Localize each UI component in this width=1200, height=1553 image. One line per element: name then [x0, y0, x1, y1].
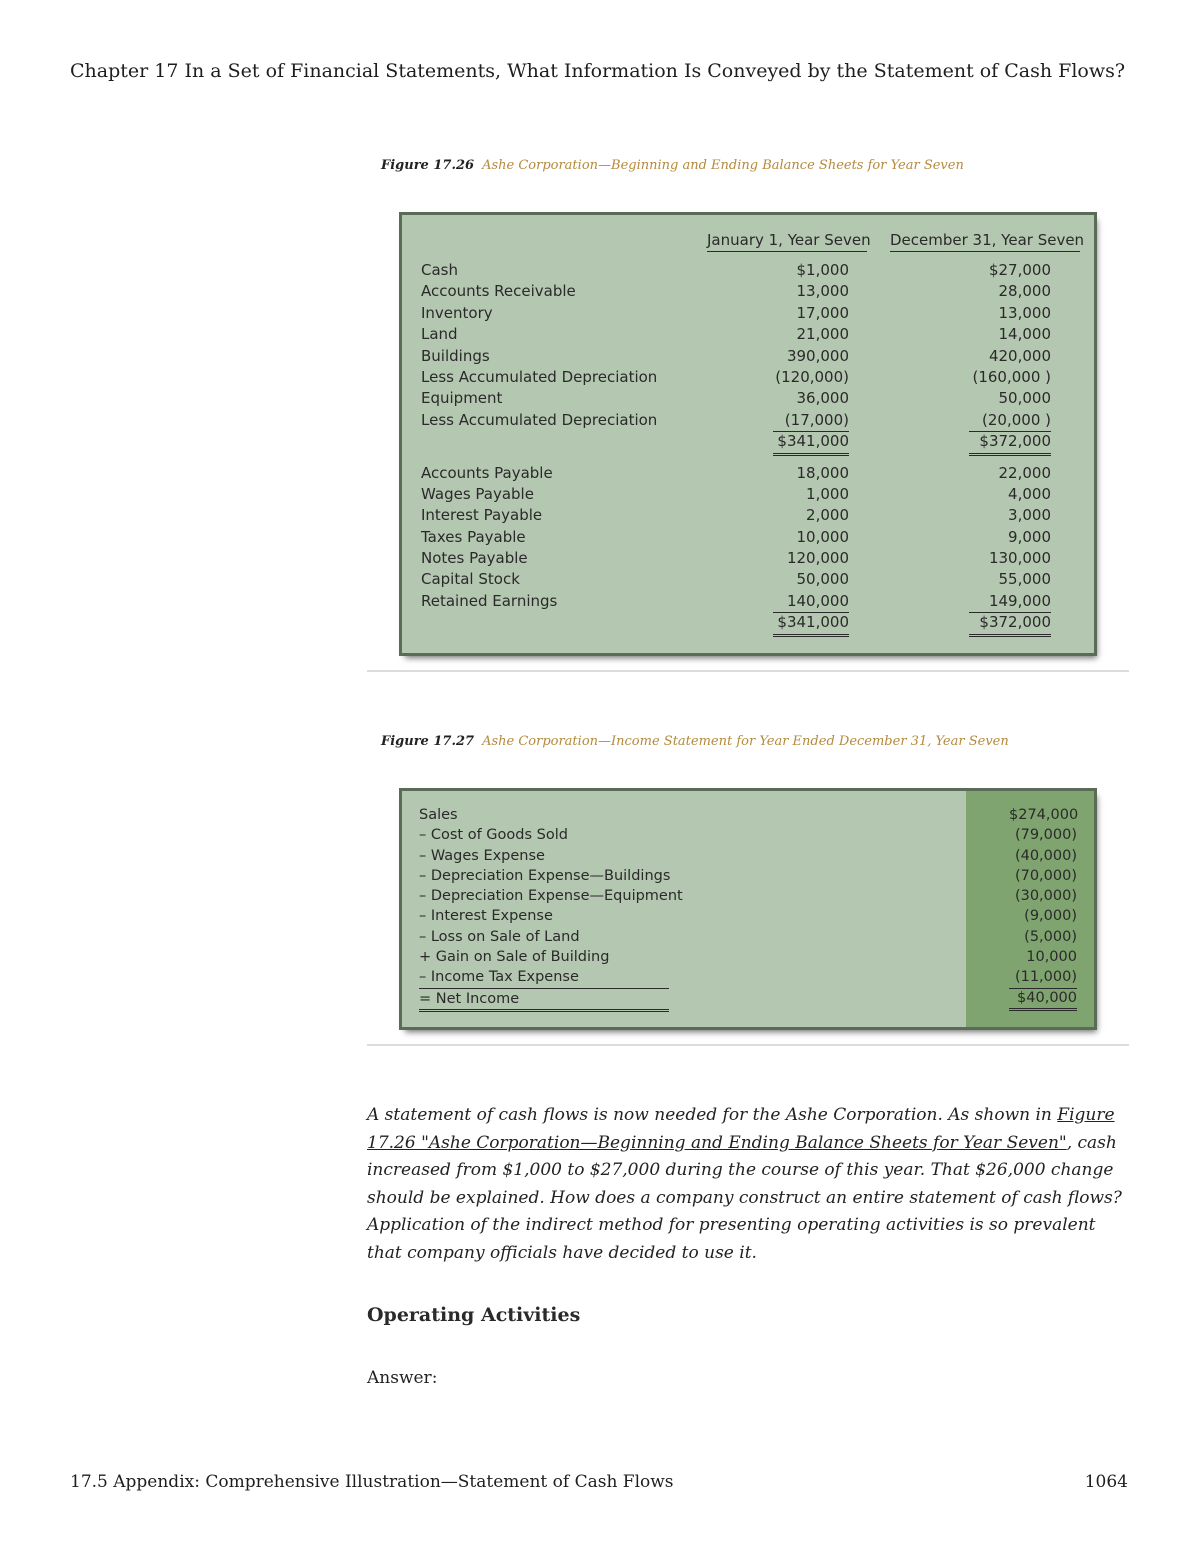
row-value-jan: 10,000	[796, 527, 849, 546]
table-row	[421, 346, 1081, 367]
row-value-dec: 9,000	[1008, 527, 1051, 546]
row-value: 10,000	[1026, 949, 1077, 966]
running-header: Chapter 17 In a Set of Financial Statements, What Information Is Conveyed by the Statement of Cash Flows?	[70, 60, 1126, 82]
row-label: Sales	[419, 807, 458, 823]
table-row	[421, 388, 1081, 409]
row-value-dec: 130,000	[988, 549, 1051, 568]
table-row	[419, 886, 1079, 906]
row-value: (11,000)	[1009, 967, 1077, 988]
row-value-jan: 13,000	[796, 282, 849, 301]
section-heading: Operating Activities	[367, 1304, 581, 1326]
net-income-row	[419, 988, 1079, 1008]
footer-section-title: 17.5 Appendix: Comprehensive Illustration—Statement of Cash Flows	[70, 1472, 674, 1492]
table-row	[421, 410, 1081, 431]
row-label: – Wages Expense	[419, 847, 545, 864]
row-value: (79,000)	[1014, 827, 1077, 844]
row-label: Notes Payable	[421, 549, 528, 568]
row-label: Accounts Receivable	[421, 282, 576, 301]
table-row	[421, 324, 1081, 345]
paragraph-text: , cash increased from $1,000 to $27,000 during the course of this year. That $26,000 change should be explained. How does a company construct an entire statement of cash flows? Application of the indirect method for presenting operating activities is so prevalent that company officials have decided to use it.	[367, 1132, 1122, 1263]
row-value-dec: 50,000	[998, 389, 1051, 408]
row-value-jan: (17,000)	[773, 410, 849, 432]
table-row	[419, 866, 1079, 886]
row-label: Less Accumulated Depreciation	[421, 410, 658, 429]
row-value-dec: 3,000	[1008, 506, 1051, 525]
row-label: – Interest Expense	[419, 908, 553, 925]
row-label: Land	[421, 325, 458, 344]
table-row	[421, 505, 1081, 526]
row-value: (9,000)	[1024, 908, 1077, 925]
row-label: Retained Earnings	[421, 591, 558, 610]
table-row	[419, 967, 1079, 987]
row-value-dec: (20,000 )	[969, 410, 1051, 432]
table-row	[421, 484, 1081, 505]
row-label: + Gain on Sale of Building	[419, 949, 610, 966]
row-value-jan: 50,000	[796, 570, 849, 589]
table-row	[419, 947, 1079, 967]
table-row	[419, 846, 1079, 866]
income-statement-table	[402, 791, 1094, 1027]
column-header-jan: January 1, Year Seven	[707, 231, 867, 252]
figure-26-caption	[381, 158, 964, 173]
row-value-dec: 28,000	[998, 282, 1051, 301]
row-value-dec: 149,000	[969, 591, 1051, 613]
table-row	[421, 281, 1081, 302]
table-row	[421, 463, 1081, 484]
row-value-dec: $27,000	[988, 261, 1051, 279]
row-label: Cash	[421, 261, 458, 279]
table-row	[421, 367, 1081, 388]
figure-17-26-link[interactable]: Figure 17.26 "Ashe Corporation—Beginning and Ending Balance Sheets for Year Seven"	[367, 1105, 1115, 1153]
row-value-jan: 140,000	[773, 591, 849, 613]
row-value-jan: 36,000	[796, 389, 849, 408]
table-row	[421, 548, 1081, 569]
row-value-dec: 22,000	[998, 463, 1051, 482]
table-row	[421, 527, 1081, 548]
body-paragraph	[367, 1102, 1127, 1268]
row-value-dec: 13,000	[998, 303, 1051, 322]
row-value: $274,000	[1009, 807, 1079, 823]
balance-sheet-rows	[421, 260, 1081, 634]
figure-26-number: Figure 17.26	[381, 158, 475, 173]
figure-divider	[367, 1044, 1129, 1046]
row-label: Buildings	[421, 346, 490, 365]
table-row	[419, 906, 1079, 926]
liabilities-total-dec: $372,000	[969, 612, 1051, 636]
row-value-jan: $1,000	[796, 261, 849, 279]
row-value-dec: 55,000	[998, 570, 1051, 589]
row-label: Taxes Payable	[421, 527, 526, 546]
column-header-dec: December 31, Year Seven	[890, 231, 1080, 252]
net-income-label: = Net Income	[419, 988, 669, 1012]
row-value: (30,000)	[1014, 888, 1077, 905]
row-label: Wages Payable	[421, 484, 534, 503]
row-value-jan: 120,000	[786, 549, 849, 568]
row-label: Equipment	[421, 389, 503, 408]
row-value-dec: 420,000	[988, 346, 1051, 365]
liabilities-total-jan: $341,000	[773, 612, 849, 636]
row-label: Accounts Payable	[421, 463, 553, 482]
page-number: 1064	[1084, 1472, 1128, 1492]
row-value-jan: 390,000	[786, 346, 849, 365]
balance-sheet-table	[402, 215, 1094, 653]
row-value: (5,000)	[1024, 928, 1077, 945]
net-income-value: $40,000	[1009, 988, 1077, 1011]
answer-label: Answer:	[367, 1368, 438, 1388]
table-row	[419, 805, 1079, 825]
table-row	[421, 260, 1081, 281]
table-row	[421, 303, 1081, 324]
row-value-jan: (120,000)	[775, 367, 849, 386]
table-row	[421, 591, 1081, 612]
row-value-jan: 2,000	[806, 506, 849, 525]
paragraph-text: A statement of cash flows is now needed for the Ashe Corporation. As shown in	[367, 1105, 1058, 1125]
row-value: (40,000)	[1014, 847, 1077, 864]
row-value: (70,000)	[1014, 867, 1077, 884]
row-value-jan: 18,000	[796, 463, 849, 482]
row-label: – Depreciation Expense—Equipment	[419, 888, 683, 905]
row-value-dec: 4,000	[1008, 484, 1051, 503]
table-row	[419, 825, 1079, 845]
row-value-jan: 1,000	[806, 484, 849, 503]
total-row	[421, 612, 1081, 633]
figure-divider	[367, 670, 1129, 672]
row-label: – Cost of Goods Sold	[419, 827, 568, 844]
figure-27-number: Figure 17.27	[381, 734, 475, 749]
row-value-jan: 17,000	[796, 303, 849, 322]
row-value-dec: 14,000	[998, 325, 1051, 344]
row-value-dec: (160,000 )	[972, 367, 1051, 386]
row-label: – Depreciation Expense—Buildings	[419, 867, 671, 884]
table-row	[419, 927, 1079, 947]
figure-26-title: Ashe Corporation—Beginning and Ending Balance Sheets for Year Seven	[482, 158, 964, 173]
row-label: – Loss on Sale of Land	[419, 928, 580, 945]
figure-27-caption	[381, 734, 1009, 749]
income-statement-rows	[419, 805, 1079, 1008]
figure-27-title: Ashe Corporation—Income Statement for Year Ended December 31, Year Seven	[482, 734, 1009, 749]
row-label: Inventory	[421, 303, 493, 322]
row-value-jan: 21,000	[796, 325, 849, 344]
row-label: Interest Payable	[421, 506, 543, 525]
assets-total-dec: $372,000	[969, 431, 1051, 455]
assets-total-jan: $341,000	[773, 431, 849, 455]
table-row	[421, 569, 1081, 590]
row-label: Less Accumulated Depreciation	[421, 367, 658, 386]
row-label: – Income Tax Expense	[419, 969, 579, 986]
total-row	[421, 431, 1081, 452]
row-label: Capital Stock	[421, 570, 520, 589]
